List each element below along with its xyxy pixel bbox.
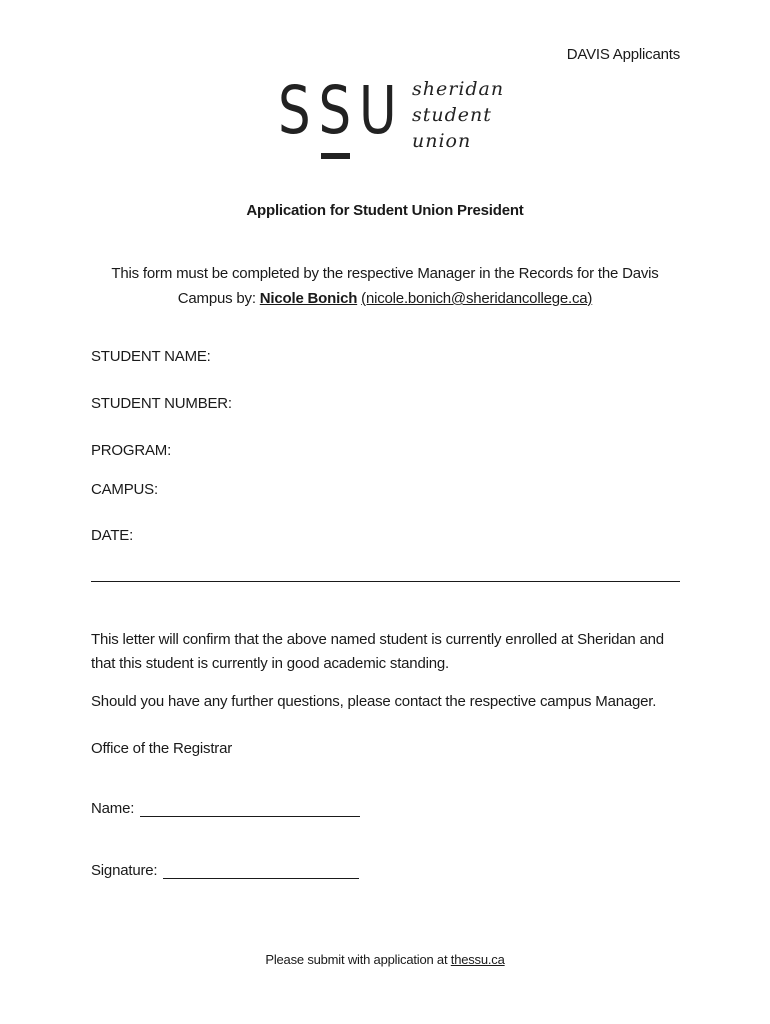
program-label: PROGRAM:: [91, 442, 172, 459]
contact-email-link[interactable]: (nicole.bonich@sheridancollege.ca): [361, 290, 593, 307]
logo-line-1: sheridan: [412, 78, 505, 100]
name-line[interactable]: [140, 802, 360, 817]
student-name-label: STUDENT NAME:: [91, 348, 211, 365]
logo-underline: [321, 153, 350, 159]
signature-label: Signature:: [91, 862, 158, 879]
confirmation-paragraph: This letter will confirm that the above named student is currently enrolled at Sheridan and that this student is currently in good academic standing.: [91, 631, 664, 672]
footer-link[interactable]: thessu.ca: [450, 952, 505, 967]
office-of-registrar: Office of the Registrar: [91, 740, 233, 757]
ssu-logo: [278, 72, 518, 168]
name-label: Name:: [91, 800, 135, 817]
questions-paragraph: Should you have any further questions, please contact the respective campus Manager.: [91, 693, 657, 710]
logo-line-2: student: [412, 104, 492, 126]
logo-mark: SSU: [278, 72, 405, 149]
logo-line-3: union: [412, 130, 472, 152]
intro-paragraph: [100, 261, 670, 311]
section-divider: [91, 581, 680, 582]
campus-applicants-label: DAVIS Applicants: [566, 46, 680, 63]
contact-name: Nicole Bonich: [259, 290, 358, 307]
logo-wordmark: [412, 76, 504, 154]
page-title: Application for Student Union President: [246, 202, 524, 219]
footer-text: Please submit with application at: [265, 952, 451, 967]
campus-label: CAMPUS:: [91, 481, 158, 498]
student-number-label: STUDENT NUMBER:: [91, 395, 232, 412]
name-signature-row: [91, 800, 360, 817]
date-label: DATE:: [91, 527, 134, 544]
signature-line[interactable]: [163, 864, 359, 879]
signature-row: [91, 862, 359, 879]
intro-text: This form must be completed by the respective Manager in the Records for the Davis Campus by:: [111, 265, 659, 307]
footer-note: [0, 952, 770, 967]
